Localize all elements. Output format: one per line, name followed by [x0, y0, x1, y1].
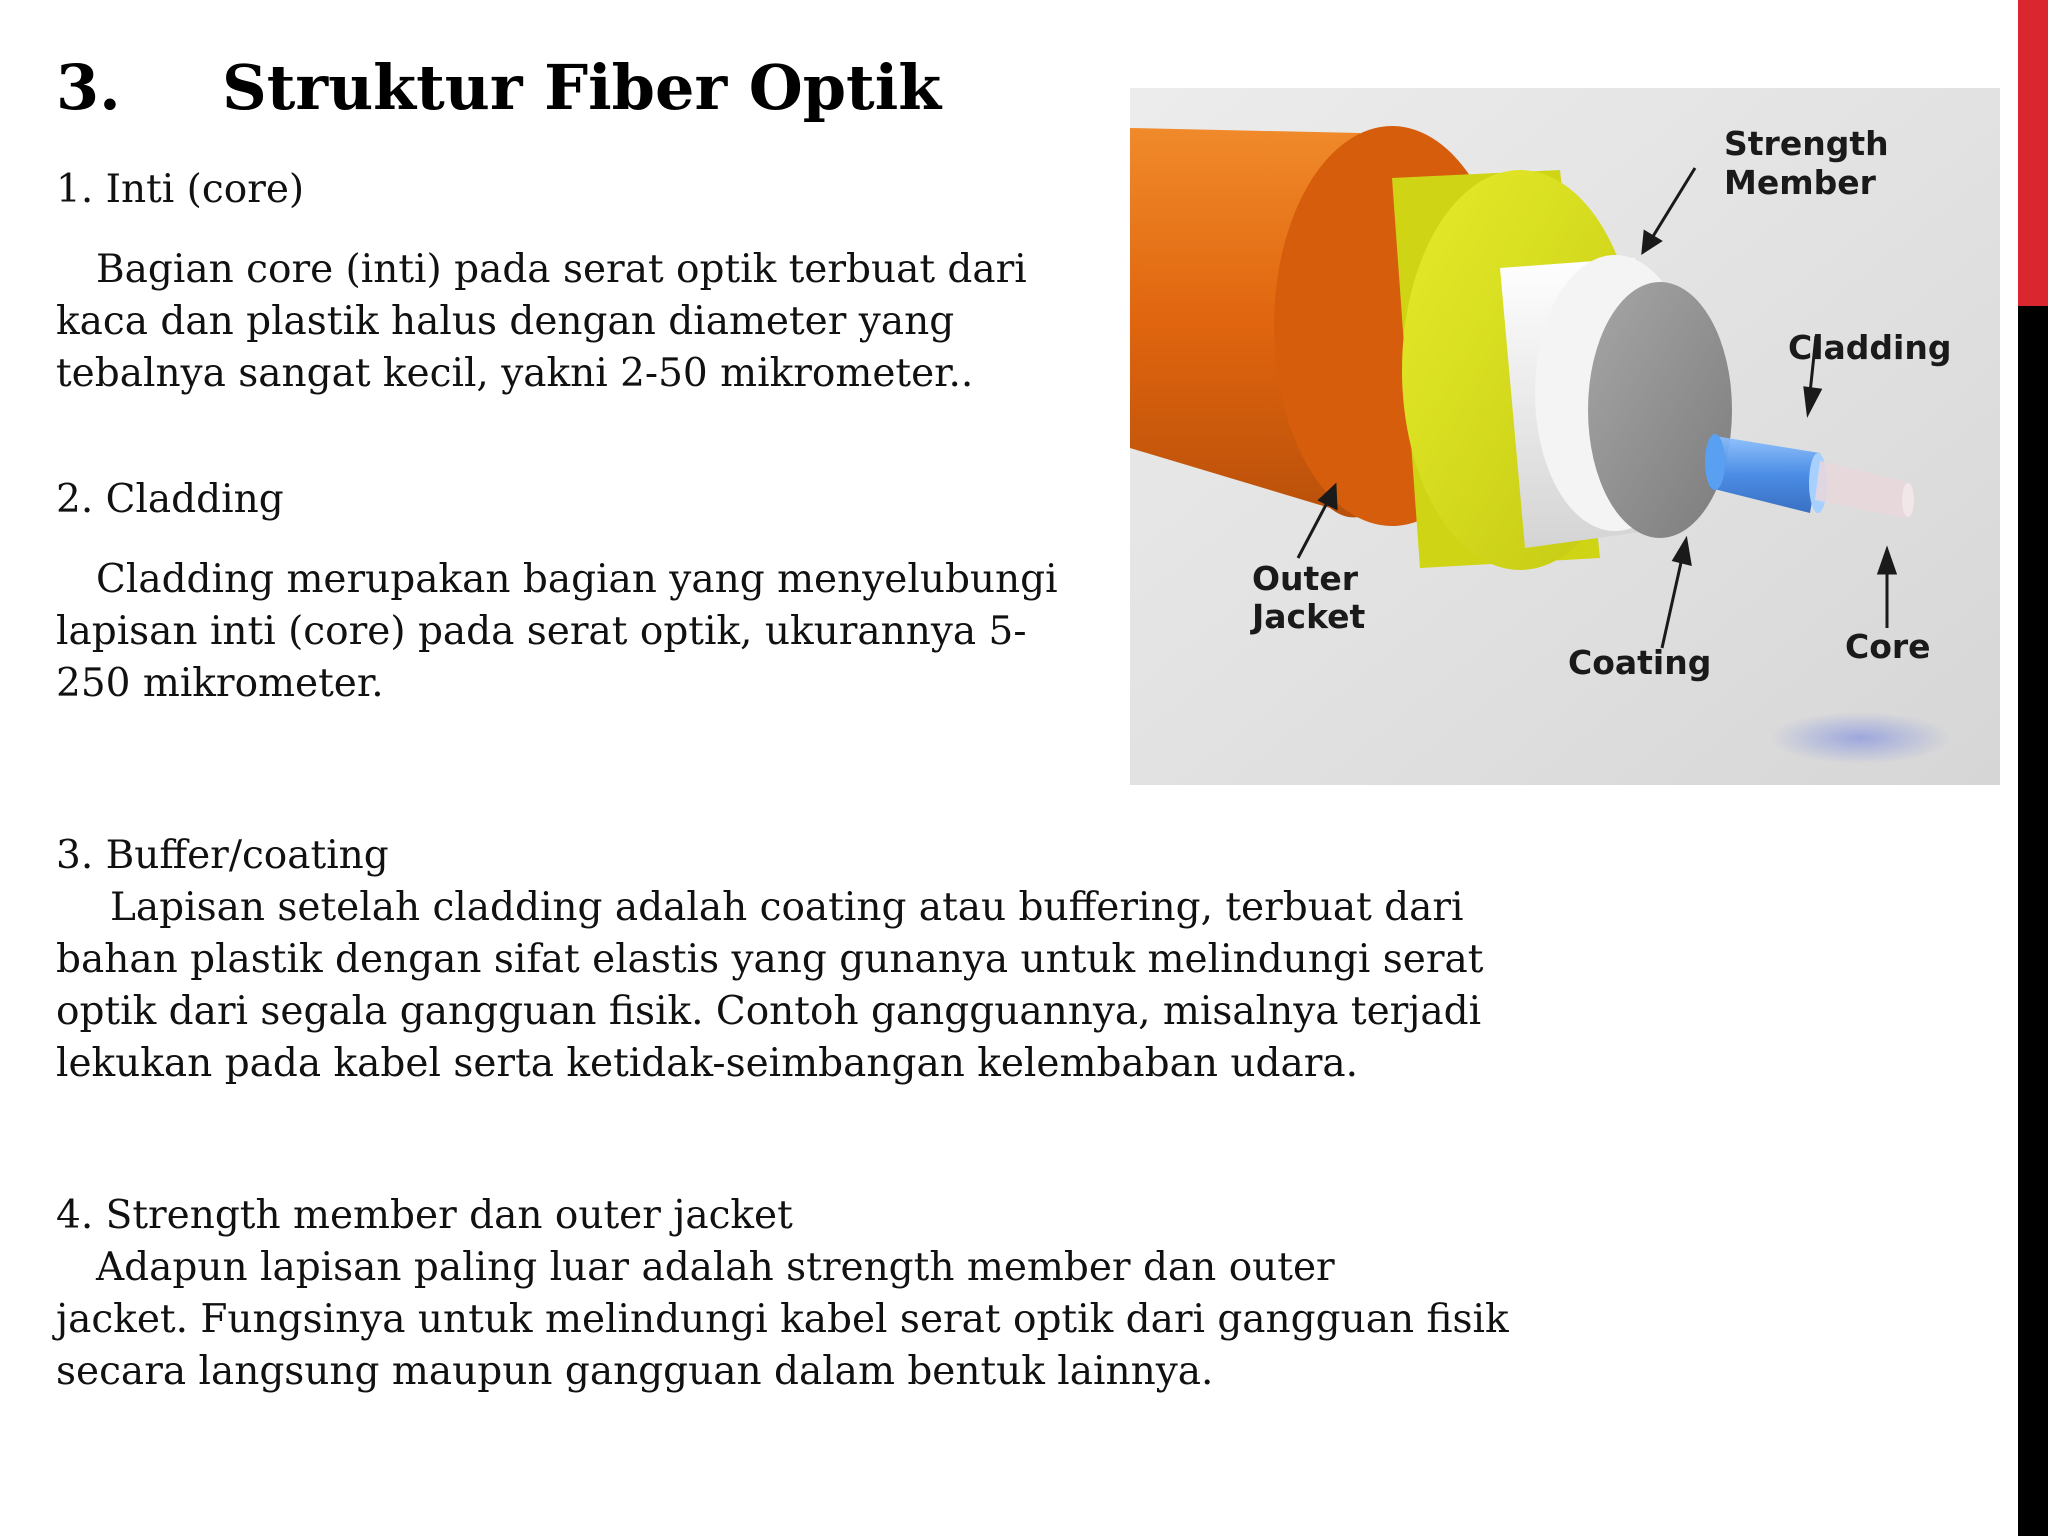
- page-title: [56, 48, 941, 128]
- body-line: tebalnya sangat kecil, yakni 2-50 mikrometer..: [56, 351, 974, 396]
- label-core: Core: [1845, 627, 1931, 666]
- label-outer-jacket-2: Jacket: [1252, 597, 1366, 636]
- title-number: 3.: [56, 51, 121, 124]
- body-line: Bagian core (inti) pada serat optik terbuat dari: [96, 247, 1027, 292]
- section-2-body: [56, 554, 1058, 710]
- light-glow: [1770, 712, 1950, 764]
- label-outer-jacket-1: Outer: [1252, 559, 1358, 598]
- section-2-heading: 2. Cladding: [56, 477, 284, 522]
- section-3-heading: 3. Buffer/coating: [56, 833, 389, 878]
- fiber-optic-diagram: [1130, 88, 2000, 785]
- title-text: Struktur Fiber Optik: [222, 51, 942, 124]
- section-1-heading: 1. Inti (core): [56, 167, 305, 212]
- body-line: jacket. Fungsinya untuk melindungi kabel serat optik dari gangguan fisik: [56, 1297, 1509, 1342]
- section-1-body: [56, 244, 1027, 400]
- cladding-shape: [1588, 282, 1732, 538]
- label-cladding: Cladding: [1788, 328, 1952, 367]
- fiber-optic-svg: [1130, 88, 2000, 785]
- accent-bar-black: [2018, 306, 2048, 1536]
- section-3: [56, 830, 1483, 1090]
- body-line: Lapisan setelah cladding adalah coating atau buffering, terbuat dari: [110, 885, 1464, 930]
- body-line: kaca dan plastik halus dengan diameter yang: [56, 299, 955, 344]
- body-line: bahan plastik dengan sifat elastis yang gunanya untuk melindungi serat: [56, 937, 1484, 982]
- body-line: lekukan pada kabel serta ketidak-seimbangan kelembaban udara.: [56, 1041, 1359, 1086]
- label-strength-member-1: Strength: [1724, 124, 1889, 163]
- body-line: secara langsung maupun gangguan dalam bentuk lainnya.: [56, 1349, 1214, 1394]
- body-line: Cladding merupakan bagian yang menyelubungi: [96, 557, 1058, 602]
- section-4-heading: 4. Strength member dan outer jacket: [56, 1193, 793, 1238]
- label-coating: Coating: [1568, 643, 1712, 682]
- accent-bar-red: [2018, 0, 2048, 306]
- label-strength-member-2: Member: [1724, 163, 1876, 202]
- body-line: lapisan inti (core) pada serat optik, ukurannya 5-: [56, 609, 1027, 654]
- body-line: Adapun lapisan paling luar adalah strength member dan outer: [96, 1245, 1335, 1290]
- body-line: 250 mikrometer.: [56, 661, 384, 706]
- body-line: optik dari segala gangguan fisik. Contoh gangguannya, misalnya terjadi: [56, 989, 1482, 1034]
- section-4: [56, 1190, 1509, 1398]
